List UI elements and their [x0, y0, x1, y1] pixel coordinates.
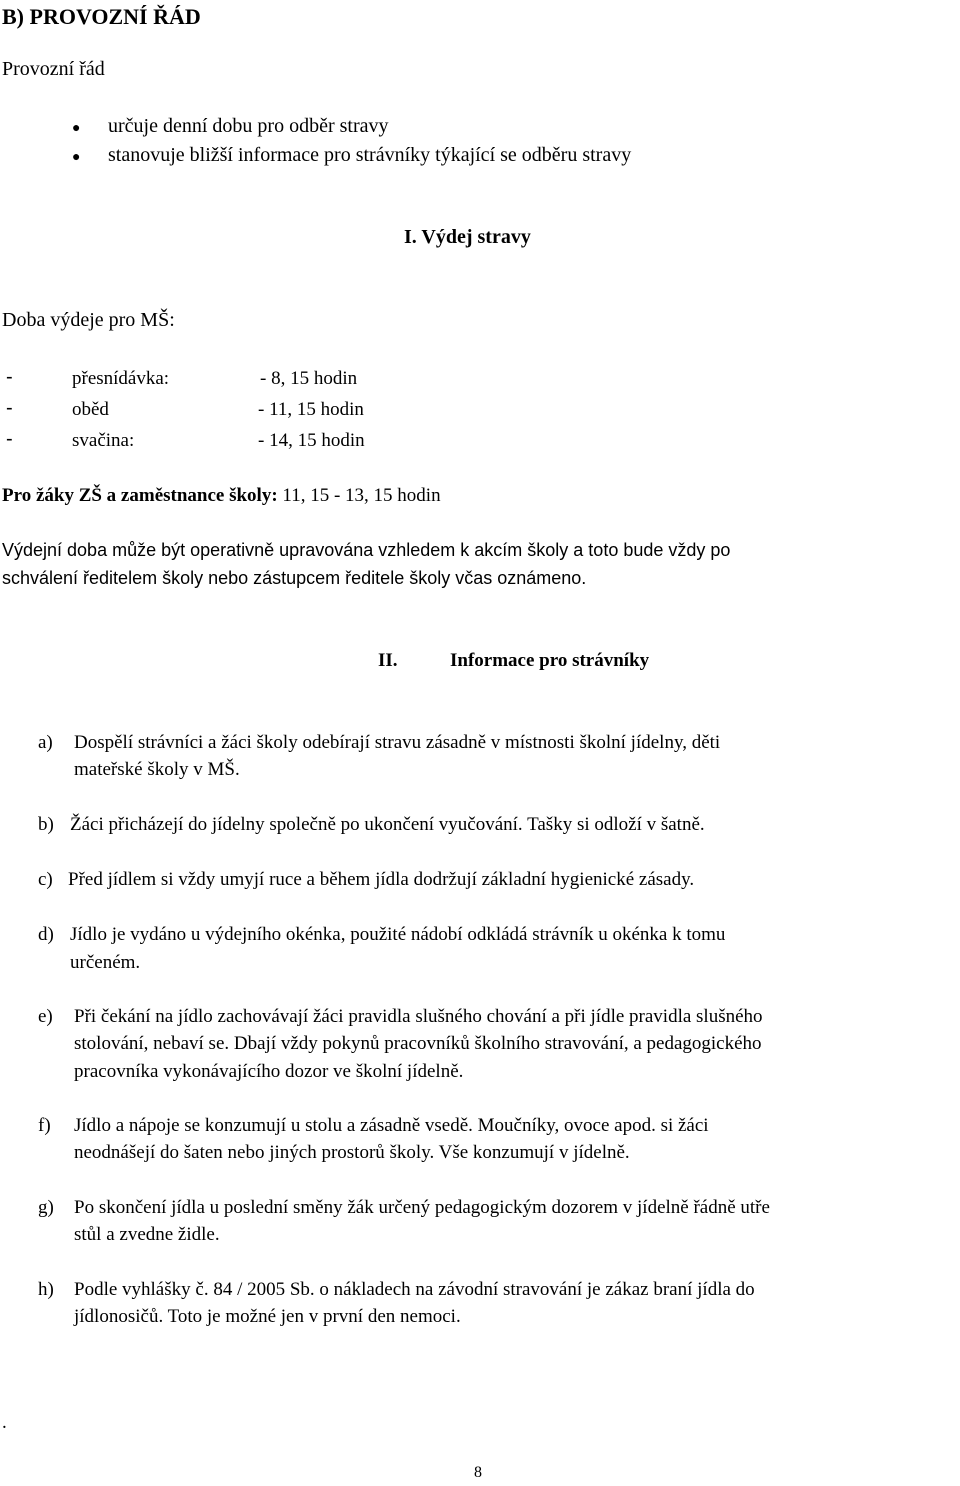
intro-bullet-1: určuje denní dobu pro odběr stravy — [108, 115, 389, 137]
list-item-line: pracovníka vykonávajícího dozor ve školní jídelně. — [74, 1061, 464, 1082]
list-item-line: určeném. — [70, 952, 141, 973]
schedule-meal: přesnídávka: — [72, 368, 170, 389]
list-item-letter: e) — [38, 1006, 53, 1027]
schedule-time: - 14, 15 hodin — [258, 430, 365, 451]
note-line-1: Výdejní doba může být operativně upravována vzhledem k akcím školy a toto bude vždy po — [2, 540, 731, 560]
dash-icon: - — [6, 428, 13, 450]
zs-schedule — [2, 485, 441, 507]
list-item-line: mateřské školy v MŠ. — [74, 759, 240, 780]
schedule-meal: svačina: — [72, 430, 135, 451]
schedule-meal: oběd — [72, 399, 109, 420]
list-item-line: Dospělí strávníci a žáci školy odebírají stravu zásadně v místnosti školní jídelny, děti — [74, 732, 721, 753]
schedule-time: - 11, 15 hodin — [258, 399, 364, 420]
list-item-line: Jídlo a nápoje se konzumují u stolu a zásadně vsedě. Moučníky, ovoce apod. si žáci — [74, 1115, 709, 1136]
page-number: 8 — [474, 1464, 482, 1481]
schedule-time: - 8, 15 hodin — [260, 368, 358, 389]
bullet-dot-icon: ● — [72, 121, 81, 136]
list-item-letter: a) — [38, 732, 53, 753]
note-line-2: schválení ředitelem školy nebo zástupcem ředitele školy včas oznámeno. — [2, 568, 587, 588]
bullet-dot-icon: ● — [72, 150, 81, 165]
part2-number: II. — [378, 650, 398, 671]
list-item-line: stolování, nebaví se. Dbají vždy pokynů pracovníků školního stravování, a pedagogického — [74, 1033, 762, 1054]
section-heading: B) PROVOZNÍ ŘÁD — [2, 4, 201, 29]
list-item-letter: b) — [38, 814, 54, 835]
list-item-letter: c) — [38, 869, 53, 890]
list-item-line: Před jídlem si vždy umyjí ruce a během jídla dodržují základní hygienické zásady. — [68, 869, 695, 890]
list-item-line: Žáci přicházejí do jídelny společně po ukončení vyučování. Tašky si odloží v šatně. — [70, 814, 705, 835]
part1-heading: I. Výdej stravy — [404, 226, 531, 248]
intro-title: Provozní řád — [2, 58, 105, 80]
list-item-line: jídlonosičů. Toto je možné jen v první den nemoci. — [74, 1306, 461, 1327]
zs-schedule-time: 11, 15 - 13, 15 hodin — [282, 485, 441, 506]
zs-schedule-label: Pro žáky ZŠ a zaměstnance školy: — [2, 485, 278, 506]
list-item-line: neodnášejí do šaten nebo jiných prostorů školy. Vše konzumují v jídelně. — [74, 1142, 630, 1163]
intro-bullet-2: stanovuje bližší informace pro strávníky týkající se odběru stravy — [108, 144, 632, 166]
list-item-line: Podle vyhlášky č. 84 / 2005 Sb. o nákladech na závodní stravování je zákaz braní jídla do — [74, 1279, 755, 1300]
ms-schedule-label: Doba výdeje pro MŠ: — [2, 309, 175, 331]
list-item-letter: f) — [38, 1115, 51, 1136]
dash-icon: - — [6, 366, 13, 388]
part2-title: Informace pro strávníky — [450, 650, 650, 671]
list-item-line: stůl a zvedne židle. — [74, 1224, 220, 1245]
trailing-dot: . — [2, 1412, 7, 1433]
list-item-line: Po skončení jídla u poslední směny žák určený pedagogickým dozorem v jídelně řádně utře — [74, 1197, 770, 1218]
list-item-letter: d) — [38, 924, 54, 945]
list-item-letter: g) — [38, 1197, 54, 1218]
list-item-line: Jídlo je vydáno u výdejního okénka, použité nádobí odkládá strávník u okénka k tomu — [70, 924, 726, 945]
list-item-letter: h) — [38, 1279, 54, 1300]
list-item-line: Při čekání na jídlo zachovávají žáci pravidla slušného chování a při jídle pravidla slušného — [74, 1006, 763, 1027]
dash-icon: - — [6, 397, 13, 419]
